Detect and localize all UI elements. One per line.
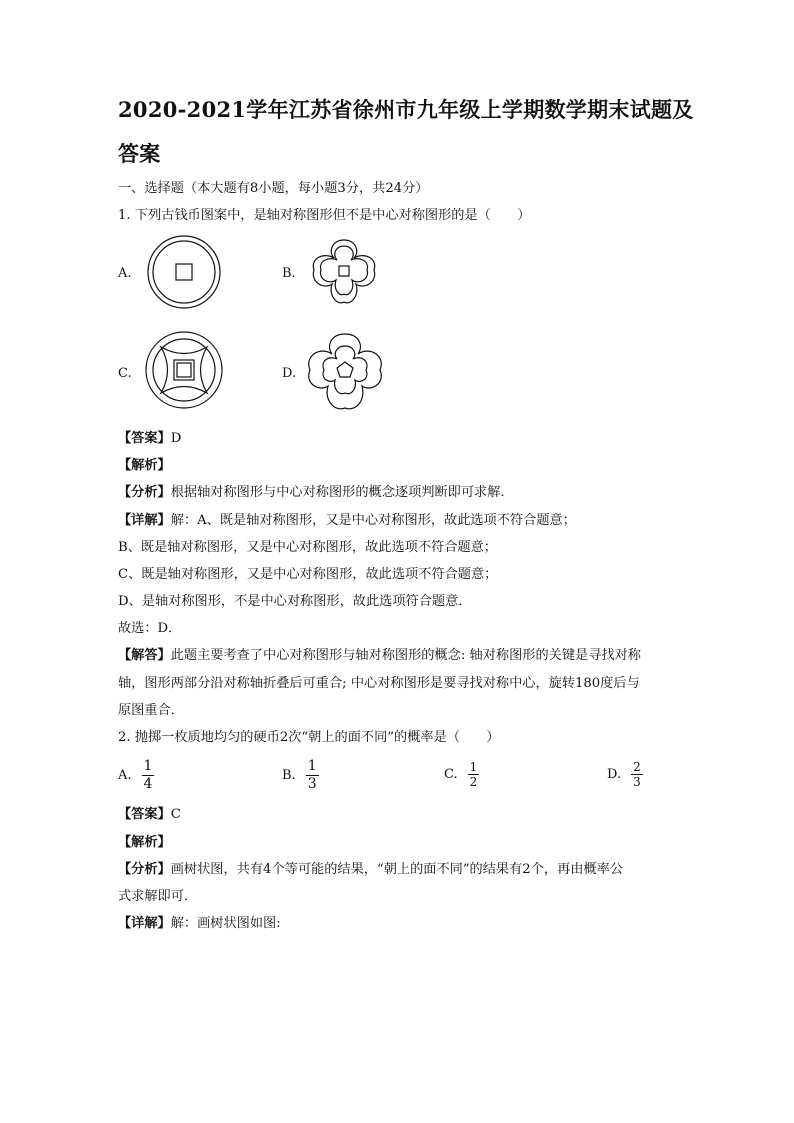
q1-xiangjie: 【详解】解：A、既是轴对称图形，又是中心对称图形，故此选项不符合题意； [118, 513, 576, 528]
q1-option-a-label: A. [118, 266, 132, 281]
q1-fenxi: 【分析】根据轴对称图形与中心对称图形的概念逐项判断即可求解． [118, 485, 514, 500]
q1-stem: 1. 下列古钱币图案中，是轴对称图形但不是中心对称图形的是（ ） [118, 208, 531, 223]
q1-line-c: C、既是轴对称图形，又是中心对称图形，故此选项不符合题意； [118, 567, 498, 582]
q1-line-d: D、是轴对称图形，不是中心对称图形，故此选项符合题意． [118, 594, 472, 609]
q2-option-d: D. 2 3 [607, 760, 641, 789]
q1-jieda-3: 原图重合． [118, 703, 184, 718]
q1-analysis-tag: 【解析】 [118, 458, 171, 473]
q1-option-b-label: B. [282, 266, 296, 281]
q2-option-b: B. 1 3 [282, 758, 317, 792]
title-line-1: 2020-2021学年江苏省徐州市九年级上学期数学期末试题及 [118, 97, 694, 122]
q1-option-d-label: D. [282, 366, 297, 381]
q2-stem: 2. 抛掷一枚质地均匀的硬币2次“朝上的面不同”的概率是（ ） [118, 730, 500, 745]
q1-choose: 故选：D． [118, 621, 182, 636]
section-heading: 一、选择题（本大题有8小题，每小题3分，共24分） [118, 181, 429, 196]
q2-fenxi-2: 式求解即可． [118, 889, 198, 904]
q1-jieda-1: 【解答】此题主要考查了中心对称图形与轴对称图形的概念: 轴对称图形的关键是寻找对称 [118, 648, 641, 663]
q1-answer: 【答案】D [118, 431, 182, 446]
coin-c-figure [144, 330, 224, 410]
q1-jieda-2: 轴，图形两部分沿对称轴折叠后可重合; 中心对称图形是要寻找对称中心，旋转180度后与 [118, 676, 640, 691]
doc-title [118, 88, 698, 176]
q1-line-b: B、既是轴对称图形，又是中心对称图形，故此选项不符合题意； [118, 540, 497, 555]
q2-xiangjie: 【详解】解：画树状图如图: [118, 916, 281, 931]
title-line-2: 答案 [118, 141, 161, 166]
q2-analysis-tag: 【解析】 [118, 835, 171, 850]
q2-option-a: A. 1 4 [118, 758, 153, 792]
coin-b-figure [304, 234, 384, 310]
coin-d-figure [302, 330, 388, 416]
q2-answer: 【答案】C [118, 807, 181, 822]
coin-a-figure [146, 234, 222, 310]
q1-option-c-label: C. [118, 366, 132, 381]
q2-fenxi-1: 【分析】画树状图，共有4个等可能的结果，“朝上的面不同”的结果有2个，再由概率公 [118, 862, 624, 877]
q2-option-c: C. 1 2 [444, 760, 478, 789]
